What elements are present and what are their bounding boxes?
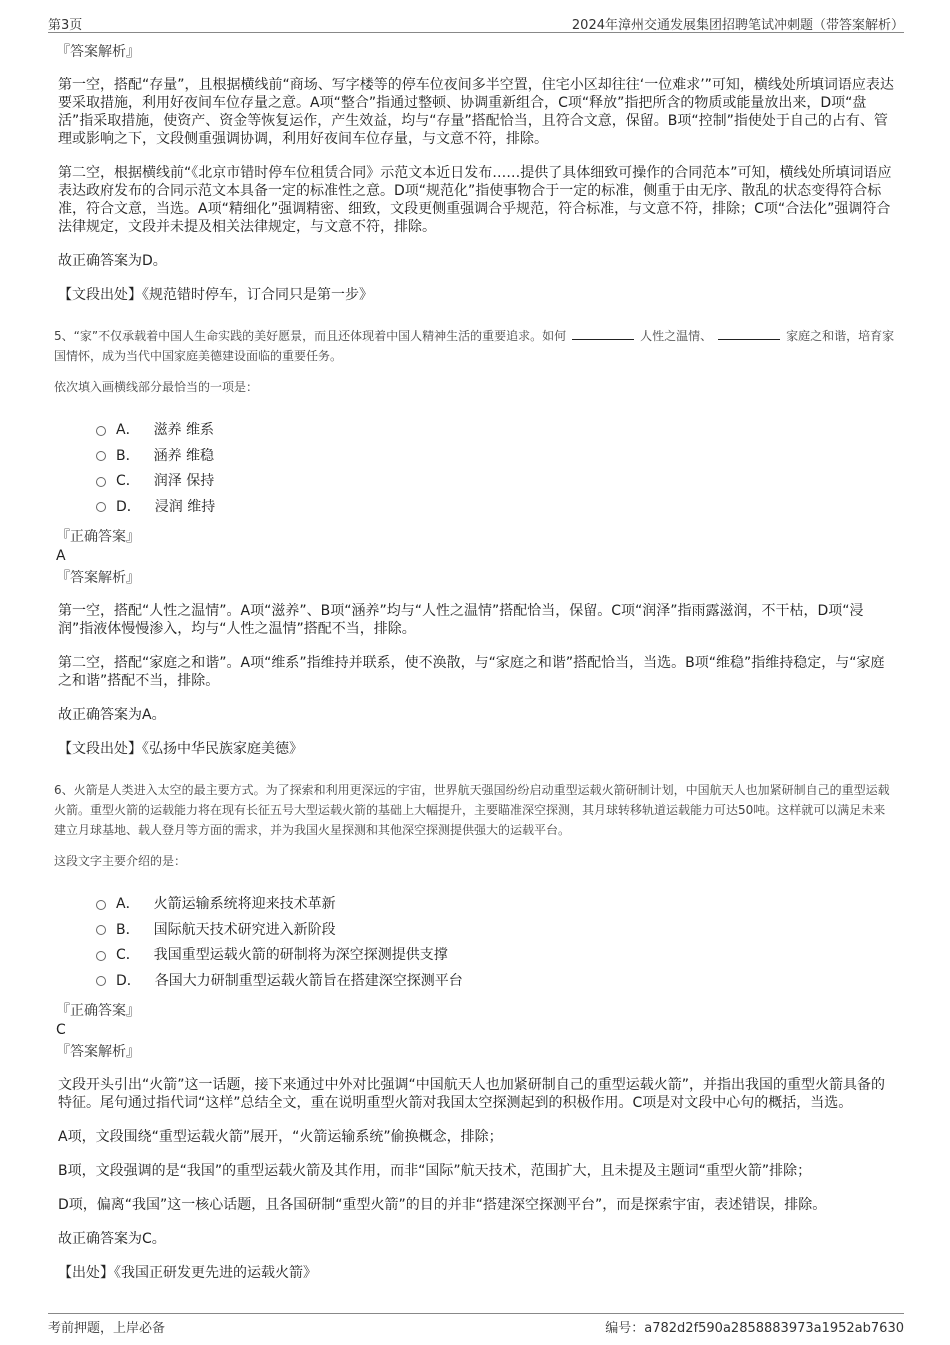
radio-button[interactable] [96,925,106,935]
footer-slogan: 考前押题，上岸必备 [48,1321,166,1336]
page-number: 第3页 [48,18,83,33]
correct-answer: A [56,548,66,564]
question-5-text: 5、“家”不仅承载着中国人生命实践的美好愿景，而且还体现着中国人精神生活的重要追求。如何 人性之温情、 家庭之和谐，培育家国情怀，成为当代中国家庭美德建设面临的重要任务。 [54,329,895,363]
fill-blank [718,327,780,340]
question-prompt: 这段文字主要介绍的是： [54,854,187,868]
analysis-paragraph: D项，偏离“我国”这一核心话题，且各国研制“重型火箭”的目的并非“搭建深空探测平台”，而是探索宇宙，表述错误，排除。 [58,1197,827,1213]
page-footer [48,1313,904,1336]
option-d[interactable]: D． 浸润 维持 [96,495,896,521]
option-d[interactable]: D． 各国大力研制重型运载火箭旨在搭建深空探测平台 [96,969,896,995]
option-b[interactable]: B． 涵养 维稳 [96,444,896,470]
fill-blank [572,327,634,340]
radio-button[interactable] [96,951,106,961]
analysis-label: 『答案解析』 [56,570,140,586]
radio-button[interactable] [96,477,106,487]
question-prompt: 依次填入画横线部分最恰当的一项是： [54,380,259,394]
question-6-text: 6、火箭是人类进入太空的最主要方式。为了探索和利用更深远的宇宙，世界航天强国纷纷启动重型运载火箭研制计划，中国航天人也加紧研制自己的重型运载火箭。重型火箭的运载能力将在现有长征五号大型运载火箭的基础上大幅提升，主要瞄准深空探测，其月球转移轨道运载能力可达50吨。这样就可以满足未来建立月球基地、载人登月等方面的需求，并为我国火星探测和其他深空探测提供强大的运载平台。 [54,783,890,837]
passage-source: 【出处】《我国正研发更先进的运载火箭》 [58,1265,317,1281]
answer-conclusion: 故正确答案为D。 [58,253,167,269]
analysis-paragraph: 第一空，搭配“存量”，且根据横线前“商场、写字楼等的停车位夜间多半空置，住宅小区却往往‘一位难求’”可知，横线处所填词语应表达要采取措施，利用好夜间车位存量之意。A项“整合”指通过整顿、协调重新组合，C项“释放”指把所含的物质或能量放出来，D项“盘活”指采取措施，使资产、资金等恢复运作，产生效益，均与“存量”搭配恰当，且符合文意，保留。B项“控制”指使处于自己的占有、管理或影响之下，文段侧重强调协调，利用好夜间车位存量，与文意不符，排除。 [58,77,894,147]
question-6-options [96,892,896,994]
option-a[interactable]: A． 滋养 维系 [96,418,896,444]
radio-button[interactable] [96,426,106,436]
radio-button[interactable] [96,900,106,910]
radio-button[interactable] [96,976,106,986]
correct-answer-label: 『正确答案』 [56,1003,140,1019]
passage-source: 【文段出处】《规范错时停车，订合同只是第一步》 [58,287,373,303]
page-content [56,42,896,1304]
document-id: 编号：a782d2f590a2858883973a1952ab7630 [605,1321,904,1336]
correct-answer-label: 『正确答案』 [56,529,140,545]
analysis-paragraph: B项，文段强调的是“我国”的重型运载火箭及其作用，而非“国际”航天技术，范围扩大，且未提及主题词“重型火箭”排除； [58,1163,812,1179]
option-c[interactable]: C． 我国重型运载火箭的研制将为深空探测提供支撑 [96,943,896,969]
analysis-paragraph: 第一空，搭配“人性之温情”。A项“滋养”、B项“涵养”均与“人性之温情”搭配恰当，保留。C项“润泽”指雨露滋润，不干枯，D项“浸润”指液体慢慢渗入，均与“人性之温情”搭配不当，排除。 [58,603,864,637]
option-c[interactable]: C． 润泽 保持 [96,469,896,495]
analysis-paragraph: 第二空，根据横线前“《北京市错时停车位租赁合同》示范文本近日发布……提供了具体细致可操作的合同范本”可知，横线处所填词语应表达政府发布的合同示范文本具备一定的标准性之意。D项“规范化”指使事物合于一定的标准，侧重于由无序、散乱的状态变得符合标准，符合文意，当选。A项“精细化”强调精密、细致，文段更侧重强调合乎规范，符合标准，与文意不符，排除；C项“合法化”强调符合法律规定，文段并未提及相关法律规定，与文意不符，排除。 [58,165,892,235]
option-a[interactable]: A． 火箭运输系统将迎来技术革新 [96,892,896,918]
question-5-options [96,418,896,520]
answer-conclusion: 故正确答案为A。 [58,707,166,723]
passage-source: 【文段出处】《弘扬中华民族家庭美德》 [58,741,303,757]
document-title: 2024年漳州交通发展集团招聘笔试冲刺题（带答案解析） [571,18,904,33]
option-b[interactable]: B． 国际航天技术研究进入新阶段 [96,918,896,944]
answer-conclusion: 故正确答案为C。 [58,1231,166,1247]
radio-button[interactable] [96,451,106,461]
correct-answer: C [56,1022,66,1038]
analysis-paragraph: 第二空，搭配“家庭之和谐”。A项“维系”指维持并联系，使不涣散，与“家庭之和谐”搭配恰当，当选。B项“维稳”指维持稳定，与“家庭之和谐”搭配不当，排除。 [58,655,885,689]
analysis-label: 『答案解析』 [56,44,140,60]
radio-button[interactable] [96,502,106,512]
analysis-label: 『答案解析』 [56,1044,140,1060]
page-header [48,10,904,33]
analysis-paragraph: A项，文段围绕“重型运载火箭”展开，“火箭运输系统”偷换概念，排除； [58,1129,503,1145]
analysis-paragraph: 文段开头引出“火箭”这一话题，接下来通过中外对比强调“中国航天人也加紧研制自己的重型运载火箭”，并指出我国的重型火箭具备的特征。尾句通过指代词“这样”总结全文，重在说明重型火箭对我国太空探测起到的积极作用。C项是对文段中心句的概括，当选。 [58,1077,886,1111]
